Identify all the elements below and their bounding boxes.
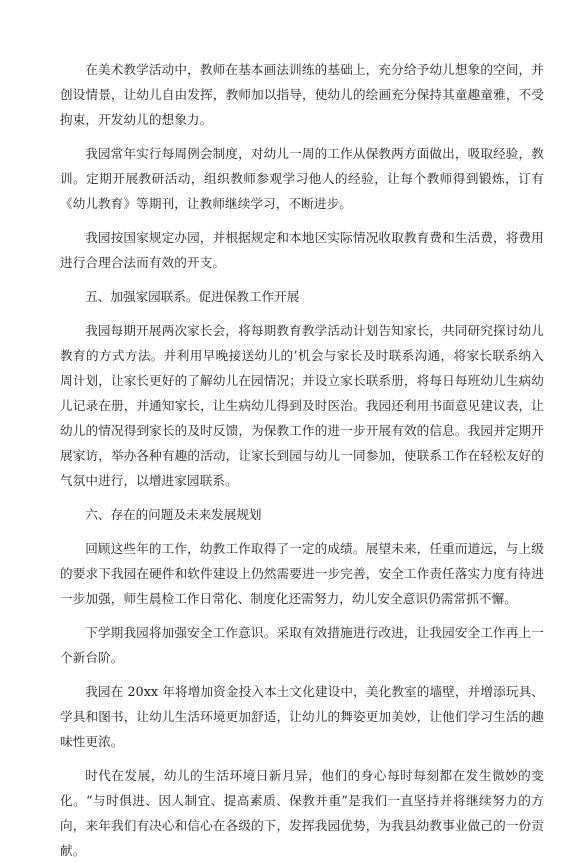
paragraph-weekly-meeting: 我园常年实行每周例会制度，对幼儿一周的工作从保教两方面做出，吸取经验，教训。定期开展教研活动，组织教师参观学习他人的经验，让每个教师得到锻炼，订有《幼儿教育》等期刊，让教师继续学习，不断进步。 <box>60 146 544 211</box>
paragraph-safety: 下学期我园将加强安全工作意识。采取有效措施进行改进，让我园安全工作再上一个新台阶。 <box>60 625 544 665</box>
paragraph-parent-meetings: 我园每期开展两次家长会，将每期教育教学活动计划告知家长，共同研究探讨幼儿教育的方式方法。并利用早晚接送幼儿的’机会与家长及时联系沟通，将家长联系纳入周计划，让家长更好的了解幼儿在园情况；并设立家长联系册，将每日每班幼儿生病幼儿记录在册，并通知家长，让生病幼儿得到及时医治。我园还利用书面意见建议表，让幼儿的情况得到家长的及时反馈，为保教工作的进一步开展有效的信息。我园并定期开展家访，举办各种有趣的活动，让家长到园与幼儿一同参加，使联系工作在轻松友好的气氛中进行，以增进家园联系。 <box>60 323 544 488</box>
section-heading-problems-plans: 六、存在的问题及未来发展规划 <box>85 507 262 522</box>
paragraph-investment: 我园在 20xx 年将增加资金投入本土文化建设中，美化教室的墙壁，并增添玩具、学具和图书，让幼儿生活环境更加舒适，让幼儿的舞姿更加美妙，让他们学习生活的趣味性更浓。 <box>60 684 544 749</box>
paragraph-art-teaching: 在美术教学活动中，教师在基本画法训练的基础上，充分给予幼儿想象的空间，并创设情景，让幼儿自由发挥，教师加以指导，使幼儿的绘画充分保持其童趣童雅，不受拘束，开发幼儿的想象力。 <box>60 62 544 127</box>
paragraph-review: 回顾这些年的工作，幼教工作取得了一定的成绩。展望未来，任重而道远，与上级的要求下我园在硬件和软件建设上仍然需要进一步完善，安全工作责任落实力度有待进一步加强，师生晨检工作日常化、制度化还需努力，幼儿安全意识仍需常抓不懈。 <box>60 541 544 606</box>
paragraph-fees: 我园按国家规定办园，并根据规定和本地区实际情况收取教育费和生活费，将费用进行合理合法而有效的开支。 <box>60 230 544 270</box>
section-heading-home-school: 五、加强家园联系。促进保教工作开展 <box>85 289 300 304</box>
paragraph-conclusion: 时代在发展，幼儿的生活环境日新月异，他们的身心每时每刻都在发生微妙的变化。“与时俱进、因人制宜、提高素质、保教并重”是我们一直坚持并将继续努力的方向，来年我们有决心和信心在各级的下，发挥我园优势，为我县幼教事业做己的一份贡献。 <box>60 768 544 858</box>
